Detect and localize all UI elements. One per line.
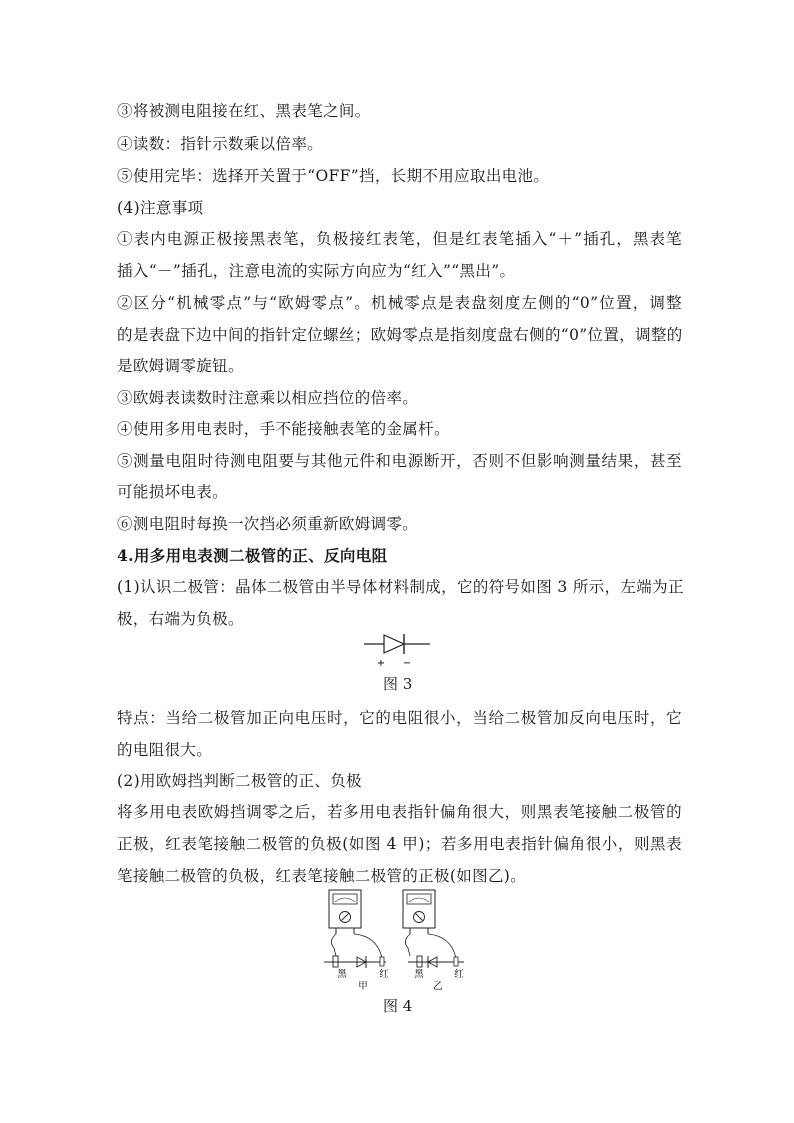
- text-line: ④读数：指针示数乘以倍率。: [117, 135, 324, 153]
- text-line: 特点：当给二极管加正向电压时，它的电阻很小，当给二极管加反向电压时，它: [117, 709, 682, 727]
- figure-sub-label-right: 乙: [433, 981, 443, 992]
- text-line: ④使用多用电表时，手不能接触表笔的金属杆。: [117, 420, 450, 438]
- text-line: ①表内电源正极接黑表笔，负极接红表笔，但是红表笔插入“＋”插孔，黑表笔: [117, 230, 682, 248]
- text-line: ⑤使用完毕：选择开关置于“OFF”挡，长期不用应取出电池。: [117, 167, 550, 185]
- red-probe-label-left: 红: [379, 969, 389, 980]
- section-heading: (4)注意事项: [117, 199, 204, 217]
- red-probe-label-right: 红: [454, 969, 464, 980]
- text-line: 笔接触二极管的负极，红表笔接触二极管的正极(如图乙)。: [117, 867, 527, 885]
- section-heading: (2)用欧姆挡判断二极管的正、负极: [117, 772, 362, 790]
- text-line: ⑥测电阻时每换一次挡必须重新欧姆调零。: [117, 515, 419, 533]
- text-line: 的电阻很大。: [117, 741, 213, 759]
- figure-sub-label-left: 甲: [358, 981, 368, 992]
- plus-sign: +: [376, 658, 386, 669]
- multimeter-right: [403, 890, 464, 968]
- text-line: 可能损坏电表。: [117, 483, 228, 501]
- text-line: (1)认识二极管：晶体二极管由半导体材料制成，它的符号如图 3 所示，左端为正: [117, 578, 684, 596]
- text-line: ③欧姆表读数时注意乘以相应挡位的倍率。: [117, 389, 419, 407]
- section-heading: 4.用多用电表测二极管的正、反向电阻: [117, 546, 388, 565]
- text-line: 正极，红表笔接触二极管的负极(如图 4 甲)；若多用电表指针偏角很小，则黑表: [117, 835, 682, 853]
- black-probe-label-right: 黑: [414, 969, 424, 980]
- text-line: ②区分“机械零点”与“欧姆零点”。机械零点是表盘刻度左侧的“0”位置，调整: [117, 294, 682, 312]
- text-line: 插入“－”插孔，注意电流的实际方向应为“红入”“黑出”。: [117, 262, 516, 280]
- text-line: 极，右端为负极。: [117, 610, 244, 628]
- text-line: 将多用电表欧姆挡调零之后，若多用电表指针偏角很大，则黑表笔接触二极管的: [117, 803, 682, 821]
- black-probe-label-left: 黑: [337, 969, 347, 980]
- figure-caption: 图 4: [383, 997, 413, 1015]
- minus-sign: −: [402, 658, 412, 669]
- diode-symbol-figure: [360, 628, 436, 672]
- text-line: 的是表盘下边中间的指针定位螺丝；欧姆零点是指刻度盘右侧的“0”位置，调整的: [117, 326, 683, 344]
- multimeter-diode-figure: [322, 886, 472, 992]
- text-line: ⑤测量电阻时待测电阻要与其他元件和电源断开，否则不但影响测量结果，甚至: [117, 452, 682, 470]
- text-line: ③将被测电阻接在红、黑表笔之间。: [117, 102, 371, 120]
- text-line: 是欧姆调零旋钮。: [117, 357, 244, 375]
- figure-caption: 图 3: [383, 675, 413, 693]
- multimeter-left: [324, 890, 386, 968]
